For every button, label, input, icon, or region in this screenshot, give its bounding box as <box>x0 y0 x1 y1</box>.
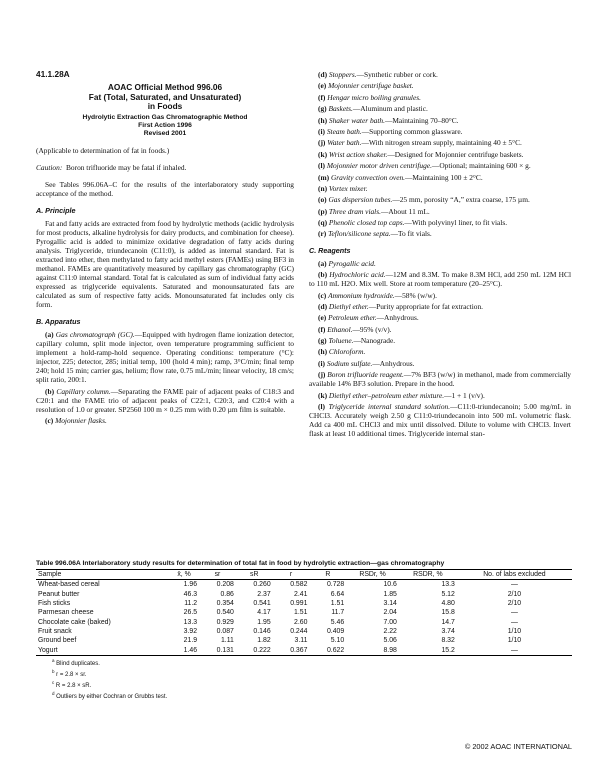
footnote <box>36 690 572 701</box>
apparatus-item-key: (d) <box>318 70 329 79</box>
value-cell: 5.10 <box>330 637 345 645</box>
value-cell: 5.12 <box>441 590 455 598</box>
reagents-item <box>309 402 571 438</box>
value-cell: 3.74 <box>441 628 455 636</box>
reagents-item <box>309 291 571 300</box>
table-row <box>36 608 572 617</box>
results-table <box>36 570 572 656</box>
apparatus-item-key: (a) <box>45 329 56 339</box>
value-cell: 1/10 <box>507 628 522 636</box>
see-tables-note: See Tables 996.06A–C for the results of the interlaboratory study supporting acceptance of the method. <box>36 180 294 199</box>
footnote <box>36 679 572 690</box>
value-cell: 0.409 <box>326 628 345 636</box>
principle-heading: A. Principle <box>36 205 76 215</box>
value-cell: 3.11 <box>294 637 308 645</box>
reagents-item-text: —58% (w/w). <box>394 290 437 300</box>
apparatus-item-name: Hengar micro boiling granules. <box>327 92 421 102</box>
caution-note <box>36 163 294 172</box>
reagents-item <box>309 313 571 322</box>
value-cell: 1.51 <box>330 599 345 607</box>
reagents-item-text: —95% (v/v). <box>352 324 392 334</box>
reagents-item-name: Ammonium hydroxide. <box>328 290 395 300</box>
apparatus-item-key: (p) <box>318 206 329 216</box>
table-body <box>36 580 572 656</box>
apparatus-item-text: —To fit vials. <box>390 229 432 239</box>
table-row <box>36 627 572 636</box>
sample-name-cell: Chocolate cake (baked) <box>38 618 111 626</box>
apparatus-item-text: —Designed for Mojonnier centrifuge baskets. <box>387 149 524 159</box>
value-cell: 21.9 <box>183 637 198 645</box>
reagents-item-text: —Anhydrous. <box>372 358 415 368</box>
reagents-item-text: —C11:0-triundecanoin; 5.00 mg/mL in CHCl3. Accurately weigh 2.50 g C11:0-triundecanoin into 500 mL volumetric flask. Add ca 400 mL CHCl3 and mix until dissolved. Dilute to volume with CHCl3. Invert flask at least 10 additional times. Triglyceride internal stan- <box>309 402 571 439</box>
applicability-note: (Applicable to determination of fat in foods.) <box>36 146 170 156</box>
value-cell: 2.04 <box>383 609 397 617</box>
apparatus-item-text: —Synthetic rubber or cork. <box>356 70 438 79</box>
value-cell: 0.582 <box>290 581 308 589</box>
apparatus-item <box>309 93 571 102</box>
apparatus-item-name: Mojonnier motor driven centrifuge. <box>326 161 432 171</box>
value-cell: 0.354 <box>216 599 234 607</box>
reagents-item-key: (l) <box>318 402 329 412</box>
apparatus-item-key: (k) <box>318 149 329 159</box>
table-caption: Table 996.06A Interlaboratory study results for determination of total fat in food by hydrolytic extraction—gas chromatography <box>36 560 572 570</box>
footnote-text: Outliers by either Cochran or Grubbs test. <box>54 694 168 700</box>
apparatus-item <box>309 138 571 147</box>
reagents-item-text: —1 + 1 (v/v). <box>444 390 485 400</box>
value-cell: 7.00 <box>383 618 397 626</box>
value-cell: 0.131 <box>199 646 236 656</box>
value-cell: 0.208 <box>216 581 234 589</box>
value-cell: 0.244 <box>290 628 308 636</box>
apparatus-item <box>36 387 294 414</box>
reagents-item <box>309 270 571 288</box>
value-cell: 15.8 <box>441 609 455 617</box>
value-cell: 1.82 <box>257 637 271 645</box>
apparatus-item-name: Shaker water bath. <box>328 115 385 125</box>
column-header: RSDr, % <box>346 570 399 580</box>
value-cell: 26.5 <box>183 609 198 617</box>
apparatus-item <box>309 229 571 238</box>
sample-name-cell: Fruit snack <box>38 628 72 636</box>
apparatus-item-name: Gas chromatograph (GC). <box>55 329 135 339</box>
value-cell: 0.929 <box>216 618 234 626</box>
apparatus-item-key: (g) <box>318 104 329 114</box>
reagents-item-key: (b) <box>318 270 330 280</box>
apparatus-item-name: Gas dispersion tubes. <box>328 195 393 205</box>
value-cell: 2.22 <box>383 628 397 636</box>
apparatus-item <box>309 81 571 90</box>
sample-name-cell: Ground beef <box>38 637 77 645</box>
apparatus-item-text: —With polyvinyl liner, to fit vials. <box>404 218 508 228</box>
apparatus-item <box>309 127 571 136</box>
reagents-item <box>309 347 571 356</box>
section-id: 41.1.28A <box>36 69 70 79</box>
apparatus-item-key: (l) <box>318 161 327 171</box>
value-cell: 13.3 <box>183 618 198 626</box>
apparatus-item-text: —Separating the FAME pair of adjacent peaks of C18:3 and C20:1 and the FAME trio of adjacent peaks of C22:1, C20:3, and C20:4 with a resolution of 1.0 or greater. SP2560 100 m × 0.25 mm with 0.20 µm film is suitable. <box>36 386 294 414</box>
table-footnotes <box>36 657 572 701</box>
footnote-mark: a <box>52 658 55 663</box>
value-cell: — <box>457 646 572 656</box>
value-cell: 8.32 <box>441 637 455 645</box>
value-cell: 0.622 <box>309 646 346 656</box>
value-cell: 11.7 <box>331 609 345 617</box>
column-header: x̄, % <box>169 570 199 580</box>
footnote-text: Blind duplicates. <box>54 661 100 667</box>
sample-name-cell: Peanut butter <box>38 590 80 598</box>
reagents-item-key: (h) <box>318 347 329 357</box>
value-cell: 14.7 <box>441 618 455 626</box>
value-cell: 5.46 <box>330 618 345 626</box>
column-header: sr <box>199 570 236 580</box>
value-cell: 46.3 <box>183 590 198 598</box>
apparatus-item <box>309 70 571 79</box>
apparatus-item-name: Mojonnier flasks. <box>55 416 107 426</box>
apparatus-item <box>36 416 294 425</box>
value-cell: 6.64 <box>330 590 345 598</box>
apparatus-item-name: Steam bath. <box>326 126 362 136</box>
sample-name-cell: Wheat-based cereal <box>38 581 100 589</box>
reagents-item-name: Petroleum ether. <box>328 313 377 323</box>
value-cell: 10.6 <box>383 581 397 589</box>
apparatus-item-name: Gravity convection oven. <box>330 172 406 182</box>
apparatus-item <box>309 184 571 193</box>
apparatus-item-text: —With nitrogen stream supply, maintaining 40 ± 5°C. <box>361 138 522 148</box>
reagents-item <box>309 259 571 268</box>
apparatus-item-key: (c) <box>45 416 56 426</box>
value-cell: 2.60 <box>294 618 308 626</box>
left-column <box>36 70 294 427</box>
footnote-mark: c <box>52 680 55 685</box>
apparatus-item-key: (f) <box>318 92 328 102</box>
apparatus-item-key: (r) <box>318 229 329 239</box>
reagents-item <box>309 325 571 334</box>
reagents-item-text: —Purity appropriate for fat extraction. <box>368 301 484 311</box>
action-status: First Action 1996 <box>138 121 192 129</box>
column-header: Sample <box>36 570 169 580</box>
reagents-item-name: Hydrochloric acid. <box>329 270 386 280</box>
reagents-item-key: (f) <box>318 324 328 334</box>
column-header: RSDR, % <box>399 570 457 580</box>
apparatus-item-key: (j) <box>318 138 328 148</box>
reagents-item-key: (d) <box>318 301 329 311</box>
apparatus-item-text: —Optional; maintaining 600 × g. <box>431 161 531 171</box>
value-cell: 2.41 <box>294 590 308 598</box>
apparatus-item <box>309 116 571 125</box>
apparatus-item <box>309 150 571 159</box>
reagents-item-key: (e) <box>318 313 329 323</box>
apparatus-item-text: —Equipped with hydrogen flame ionization detector, capillary column, split mode injector, oven temperature programming sufficient to implement a hold-ramp-hold sequence. Operating conditions: temperature (°C): injector, 225; detector, 285; initial temp, 100 (hold 4 min); ramp, 3°C/min; final temp 240; hold 15 min; carrier gas, helium; flow rate, 0.75 mL/min; linear velocity, 18 cm/s; split ratio, 200:1. <box>36 329 294 385</box>
apparatus-item-key: (e) <box>318 81 329 91</box>
reagents-item <box>309 391 571 400</box>
apparatus-item-key: (n) <box>318 183 329 193</box>
apparatus-item <box>309 161 571 170</box>
footnote-text: R = 2.8 × sR. <box>54 683 92 689</box>
apparatus-item <box>309 207 571 216</box>
footnote-mark: b <box>52 669 55 674</box>
value-cell: 1.46 <box>169 646 199 656</box>
value-cell: — <box>510 581 518 589</box>
value-cell: 15.2 <box>399 646 457 656</box>
method-title: AOAC Official Method 996.06 <box>107 82 223 93</box>
value-cell: 0.541 <box>253 599 271 607</box>
value-cell: 2/10 <box>507 599 522 607</box>
apparatus-item-text: —25 mm, porosity “A,” extra coarse, 175 µm. <box>392 195 530 205</box>
sample-name-cell: Parmesan cheese <box>38 609 94 617</box>
value-cell: 3.14 <box>383 599 397 607</box>
apparatus-item-text: —Supporting common glassware. <box>361 126 463 136</box>
apparatus-item-name: Capillary column. <box>56 386 111 396</box>
reagents-list <box>309 259 571 439</box>
apparatus-item-text: —Maintaining 70–80°C. <box>384 115 459 125</box>
reagents-item <box>309 336 571 345</box>
value-cell: 0.260 <box>253 581 271 589</box>
apparatus-item-key: (i) <box>318 126 327 136</box>
value-cell: — <box>510 618 518 626</box>
footnote-mark: d <box>52 691 55 696</box>
reagents-item <box>309 302 571 311</box>
value-cell: 0.728 <box>326 581 345 589</box>
value-cell: 0.991 <box>290 599 308 607</box>
results-table-block <box>36 560 572 701</box>
reagents-item-key: (j) <box>318 370 328 380</box>
value-cell: 2.37 <box>257 590 271 598</box>
reagents-item-name: Ethanol. <box>327 324 353 334</box>
reagents-item-name: Triglyceride internal standard solution. <box>328 402 451 412</box>
reagents-item-name: Toluene. <box>328 336 354 346</box>
reagents-item-text: —7% BF3 (w/w) in methanol, made from commercially available 14% BF3 solution. Prepare in the hood. <box>309 370 571 389</box>
reagents-item-name: Boron trifluoride reagent. <box>327 370 404 380</box>
apparatus-item <box>309 218 571 227</box>
apparatus-item-key: (o) <box>318 195 329 205</box>
column-header: r <box>273 570 310 580</box>
apparatus-item-name: Vortex mixer. <box>328 183 368 193</box>
reagents-item-name: Chloroform. <box>328 347 366 357</box>
value-cell: 4.17 <box>257 609 271 617</box>
value-cell: 1.51 <box>294 609 308 617</box>
caution-text: Boron trifluoride may be fatal if inhaled. <box>65 163 187 173</box>
value-cell: 0.087 <box>216 628 234 636</box>
apparatus-item-name: Mojonnier centrifuge basket. <box>328 81 414 91</box>
column-header: R <box>309 570 346 580</box>
right-column <box>309 70 571 441</box>
apparatus-list-left <box>36 330 294 426</box>
table-row <box>36 580 572 590</box>
reagents-item-key: (a) <box>318 258 329 268</box>
value-cell: — <box>510 609 518 617</box>
apparatus-item-name: Phenolic closed top caps. <box>328 218 405 228</box>
value-cell: 1.95 <box>257 618 271 626</box>
table-row <box>36 646 572 656</box>
value-cell: 0.146 <box>253 628 271 636</box>
value-cell: 0.86 <box>220 590 234 598</box>
revision-date: Revised 2001 <box>143 130 187 138</box>
apparatus-item-text: —Aluminum and plastic. <box>352 104 428 114</box>
table-row <box>36 589 572 598</box>
copyright-footer: © 2002 AOAC INTERNATIONAL <box>464 742 572 751</box>
apparatus-item <box>309 104 571 113</box>
apparatus-item-text: —About 11 mL. <box>380 206 430 216</box>
sample-name-cell: Yogurt <box>36 646 169 656</box>
reagents-item-key: (c) <box>318 290 329 300</box>
value-cell: 8.98 <box>346 646 399 656</box>
apparatus-list-right <box>309 70 571 239</box>
apparatus-item-name: Water bath. <box>327 138 362 148</box>
apparatus-item-key: (h) <box>318 115 329 125</box>
apparatus-item-name: Teflon/silicone septa. <box>328 229 391 239</box>
value-cell: 0.222 <box>236 646 273 656</box>
apparatus-item <box>309 173 571 182</box>
value-cell: 5.06 <box>383 637 397 645</box>
table-row <box>36 618 572 627</box>
apparatus-item-key: (m) <box>318 172 331 182</box>
footnote <box>36 657 572 668</box>
value-cell: 1.11 <box>220 637 234 645</box>
value-cell: 4.80 <box>441 599 455 607</box>
reagents-item-text: —Nanograde. <box>353 336 396 346</box>
reagents-item-key: (k) <box>318 390 329 400</box>
value-cell: 2/10 <box>507 590 522 598</box>
apparatus-item-key: (q) <box>318 218 329 228</box>
value-cell: 1.85 <box>383 590 397 598</box>
reagents-item-key: (i) <box>318 358 327 368</box>
apparatus-heading: B. Apparatus <box>36 316 81 326</box>
value-cell: 1/10 <box>507 637 522 645</box>
reagents-item-name: Diethyl ether–petroleum ether mixture. <box>328 390 445 400</box>
value-cell: 3.92 <box>183 628 198 636</box>
value-cell: 13.3 <box>441 581 455 589</box>
value-cell: 11.2 <box>184 599 198 607</box>
apparatus-item-name: Wrist action shaker. <box>328 149 388 159</box>
table-row <box>36 599 572 608</box>
value-cell: 0.367 <box>273 646 310 656</box>
apparatus-item-name: Stoppers. <box>328 70 357 79</box>
sample-name-cell: Fish sticks <box>38 599 71 607</box>
reagents-item-key: (g) <box>318 336 329 346</box>
footnote <box>36 668 572 679</box>
apparatus-item-key: (b) <box>45 386 57 396</box>
reagents-item <box>309 359 571 368</box>
apparatus-item-name: Three dram vials. <box>328 206 381 216</box>
column-header: No. of labs excluded <box>457 570 572 580</box>
reagents-item-name: Diethyl ether. <box>328 301 369 311</box>
caution-label: Caution: <box>36 163 63 173</box>
footnote-text: r = 2.8 × sr. <box>54 672 87 678</box>
principle-text: Fat and fatty acids are extracted from food by hydrolytic methods (acidic hydrolysis for most products, alkaline hydrolysis for dairy products, and combination for cheese). Pyrogallic acid is added to minimize oxidative degradation of fatty acids during analysis. Triglyceride, triundecanoin (C11:0), is added as internal standard. Fat is extracted into ether, then methylated to fatty acid methyl esters (FAMEs) using BF3 in methanol. FAMEs are quantitatively measured by capillary gas chromatography (GC) against C11:0 internal standard. Total fat is calculated as sum of individual fatty acids expressed as triglyceride equivalents. Saturated and monounsaturated fats are calculated as sum of respective fatty acids. Monounsaturated fat includes only cis form. <box>36 218 294 310</box>
reagents-item-text: —Anhydrous. <box>376 313 419 323</box>
reagents-heading: C. Reagents <box>309 245 351 255</box>
value-cell: 1.96 <box>183 581 198 589</box>
reagents-item <box>309 370 571 388</box>
method-type: Hydrolytic Extraction Gas Chromatographic Method <box>82 113 248 121</box>
method-subtitle: Fat (Total, Saturated, and Unsaturated) <box>88 91 242 102</box>
table-row <box>36 636 572 645</box>
value-cell: 0.540 <box>216 609 234 617</box>
apparatus-item-name: Baskets. <box>328 104 353 114</box>
apparatus-item <box>36 330 294 385</box>
apparatus-item-text: —Maintaining 100 ± 2°C. <box>405 172 483 182</box>
method-subtitle-2: in Foods <box>147 101 183 112</box>
column-header: sR <box>236 570 273 580</box>
reagents-item-name: Sodium sulfate. <box>326 358 373 368</box>
table-header-row <box>36 570 572 580</box>
reagents-item-text: —12M and 8.3M. To make 8.3M HCl, add 250 mL 12M HCl to 110 mL H2O. Mix well. Store at room temperature (20–25°C). <box>309 270 571 289</box>
apparatus-item <box>309 195 571 204</box>
reagents-item-name: Pyrogallic acid. <box>328 258 376 268</box>
